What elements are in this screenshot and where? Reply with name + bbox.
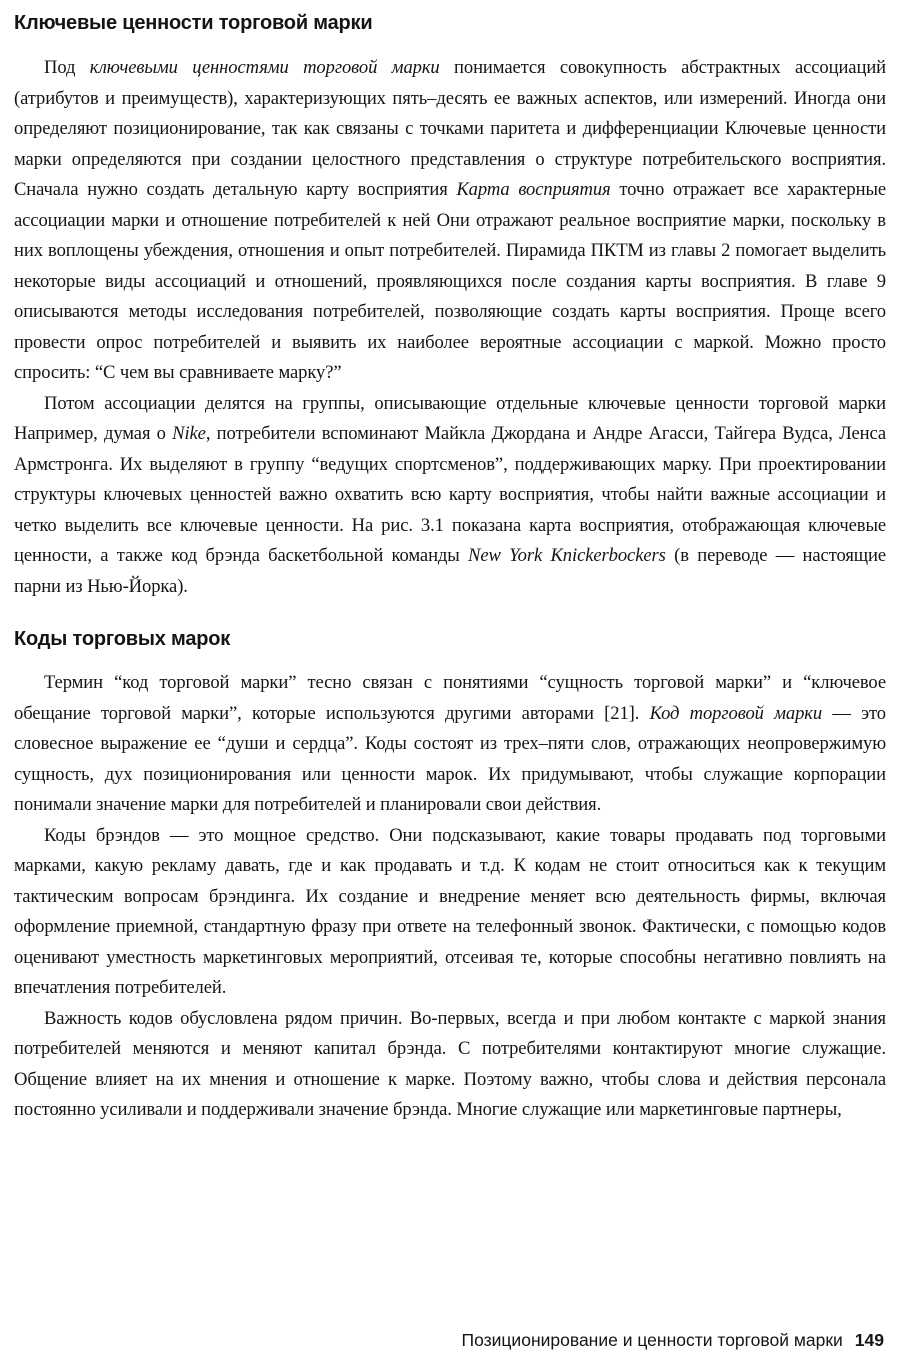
section-heading-brand-codes: Коды торговых марок — [14, 628, 231, 650]
text-run: Потом ассоциации делятся на группы, описывающие отдельные ключевые ценности торговой марки Например, думая о — [14, 392, 886, 444]
text-run: Важность кодов обусловлена рядом причин. Во-первых, всегда и при любом контакте с маркой знания потребителей меняются и меняют капитал брэнда. С потребителями контактируют многие служащие. Общение влияет на их мнения и отношение к марке. Поэтому важно, чтобы слова и действия персонала постоянно усиливали и поддерживали значение брэнда. Многие служащие или маркетинговые партнеры, — [14, 1007, 886, 1120]
page-number: 149 — [854, 1330, 884, 1350]
paragraph — [14, 389, 886, 603]
italic-run: Карта восприятия — [456, 179, 611, 200]
text-run: точно отражает все характерные ассоциации марки и отношение потребителей к ней Они отражают реальное восприятие марки, поскольку в них воплощены убеждения, отношения и опыт потребителей. Пирамида ПКТМ из главы 2 помогает выделить некоторые виды ассоциаций и отношений, проявляющихся после создания карты восприятия. В главе 9 описываются методы исследования потребителей, позволяющие создать карты восприятия. Проще всего провести опрос потребителей и выявить их наиболее вероятные ассоциации с маркой. Можно просто спросить: “С чем вы сравниваете марку?” — [14, 179, 886, 383]
italic-run: ключевыми ценностями торговой марки — [89, 57, 440, 78]
paragraph — [14, 53, 886, 389]
text-run: Термин “код торговой марки” тесно связан с понятиями “сущность торговой марки” и “ключевое обещание торговой марки”, которые используются другими авторами [21]. — [14, 672, 886, 724]
italic-run: Код торговой марки — [649, 702, 823, 724]
text-run: — это словесное выражение ее “души и сердца”. Коды состоят из трех–пяти слов, отражающих неопровержимую сущность, дух позиционирования или ценности марок. Их придумывают, чтобы служащие корпорации понимали значение марки для потребителей и планировали свои действия. — [14, 702, 886, 815]
text-run: Под — [44, 57, 90, 78]
page-footer — [462, 1330, 885, 1351]
text-run: Коды брэндов — это мощное средство. Они подсказывают, какие товары продавать под торговыми марками, какую рекламу давать, где и как продавать и т.д. К кодам не стоит относиться как к текущим тактическим вопросам брэндинга. Их создание и внедрение меняет всю деятельность фирмы, включая оформление приемной, стандартную фразу при ответе на телефонный звонок. Фактически, с помощью кодов оценивают уместность маркетинговых мероприятий, отсеивая те, которые способны негативно повлиять на впечатления потребителей. — [14, 824, 886, 998]
paragraph — [14, 1004, 886, 1126]
text-run: , потребители вспоминают Майкла Джордана и Андре Агасси, Тайгера Вудса, Ленса Армстронга. Их выделяют в группу “ведущих спортсменов”, поддерживающих марку. При проектировании структуры ключевых ценностей важно охватить всю карту восприятия, чтобы найти важные ассоциации и четко выделить все ключевые ценности. На рис. 3.1 показана карта восприятия, отображающая ключевые ценности, а также код брэнда баскетбольной команды — [14, 423, 887, 566]
paragraph — [14, 821, 886, 1004]
running-title: Позиционирование и ценности торговой марки — [461, 1330, 843, 1350]
section-heading-brand-core-values: Ключевые ценности торговой марки — [14, 12, 373, 34]
book-page — [14, 10, 886, 1126]
italic-run: New York Knickerbockers — [468, 545, 666, 566]
italic-run: Nike — [172, 423, 206, 444]
text-run: (в переводе — настоящие парни из Нью-Йорка). — [14, 545, 886, 597]
paragraph — [14, 668, 886, 821]
text-run: понимается совокупность абстрактных ассоциаций (атрибутов и преимуществ), характеризующих пять–десять ее важных аспектов, или измерений. Иногда они определяют позиционирование, так как связаны с точками паритета и дифференциации Ключевые ценности марки определяются при создании целостного представления о структуре потребительского восприятия. Сначала нужно создать детальную карту восприятия — [14, 57, 887, 200]
